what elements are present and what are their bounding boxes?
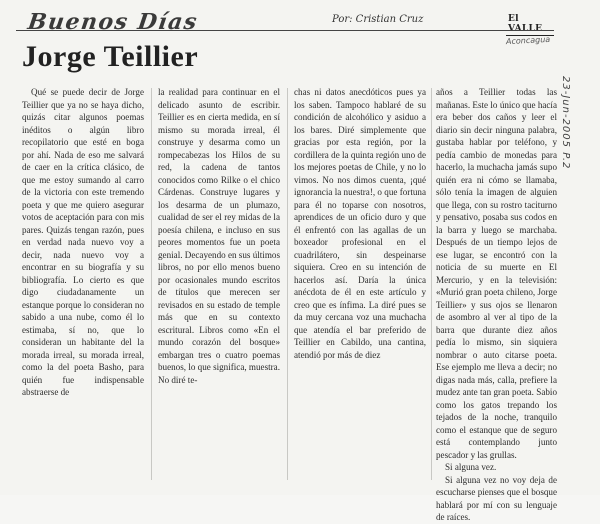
article-column-1 — [22, 86, 144, 399]
paragraph: años a Teillier todas las mañanas. Este lo único que hacía era beber dos caños y leer el diario sin decir ninguna palabra, gustaba hablar por teléfono, y pedía cambio de monedas para hacerlo, la muchacha jamás supo quién era ni cómo se llamaba, sólo tenía la imagen de alguien que llega, con su rostro taciturno y pensativo, posaba sus codos en la barra y luego se marchaba. Después de un tiempo lejos de ese lugar, se encontró con la noticia de su muerte en El Mercurio, y en la televisión: «Murió gran poeta chileno, Jorge Teillier» y sus ojos se llenaron de asombro al ver al tipo de la barra que durante diez años pedía lo mismo, sin siquiera nombrar o auto citarse poeta. Ese ejemplo me lleva a decir; no digas nada más, calla, prefiere la mudez ante tan gran poeta. Sabio como los gatos trepando los tejados de la noche, tranquilo como el estanque que de seguro está contemplando junto pescador y las grullas. — [436, 87, 557, 460]
handwritten-date-note: 23-Jun-2005 P.2 — [560, 76, 571, 170]
column-divider — [151, 88, 152, 480]
newspaper-masthead: El VALLE — [506, 14, 554, 36]
section-title: Buenos Días — [26, 9, 200, 35]
handwritten-place-note: Aconcagua — [505, 34, 551, 47]
column-divider — [287, 88, 288, 480]
article-column-2 — [158, 86, 280, 386]
paragraph: Qué se puede decir de Jorge Teillier que ya no se haya dicho, quizás citar algunos poemas inéditos o algún libro recopilatorio que esté en boga por ahí. Nada de eso me salvará de caer en la crítica clásico, de que me estoy sumando al carro de la victoria con este tremendo poeta y que me quiero asegurar votos de aceptación para con mis pares. Quizás tengan razón, pues en verdad nada nuevo voy a decir, nada nuevo voy a encontrar en su biografía y su bibliografía. Lo cierto es que digo ciudadanamente un estanque porque lo consideran no sabido a una nube, como él lo estimaba, sí no, que lo consideran un habitante del la morada irreal, su morada irreal, como la del poeta Basho, para quién fue indispensable abstraerse de — [22, 87, 144, 397]
paragraph: la realidad para continuar en el delicado asunto de escribir. Teillier es en cierta medida, en sí mismo su morada irreal, él construye y desarma como un rompecabezas los Hilos de su red, la cadena de tantos conocidos como Rilke o el chico Cárdenas. Construye lugares y los desarma de un plumazo, cualidad de ser el rey midas de la poesía chilena, e incluso en sus peores momentos fue un poeta genial. Decayendo en sus últimos libros, no por ello menos bueno por ocasionales mundo escritos de títulos que merecen ser revisados en su estado de temple más que en su contexto escritural. Libros como «En el mundo corazón del bosque» embargan tres o cuatro poemas buenos, lo que significa, muestra. No diré te- — [158, 87, 280, 385]
section-header — [6, 6, 554, 35]
poem-stanza: Si alguna vez no voy deja de escucharse pienses que el bosque hablará por mí con su lenguaje de raíces. — [436, 474, 557, 522]
article-column-4 — [436, 86, 557, 524]
article-body — [22, 86, 557, 522]
article-headline: Jorge Teillier — [22, 40, 199, 73]
poem-line: Si alguna vez. — [445, 462, 497, 472]
article-column-3 — [294, 86, 426, 361]
column-divider — [431, 88, 432, 480]
paragraph: chas ni datos anecdóticos pues ya los saben. Tampoco hablaré de su condición de alcohólico y asiduo a los bares. Diré simplemente que gracias por esta región, por la cordillera de la quinta región uno de los mejores poetas de Chile, y no lo vimos. No nos dimos cuenta, ¡qué ignorancia la nuestra!, o que fortuna para él no toparse con nosotros, aprendices de un oficio duro y que él enfrentó con las agallas de un boxeador profesional en el cuadrilátero, sin despeinarse siquiera. Creo en su intención de hacerlos así. Daría la única anécdota de él en este artículo y creo que es ínfima. La diré pues se da muy cercana voz una muchacha que atendía el bar preferido de Teillier en Cabildo, una cantina, atendió por más de diez — [294, 87, 426, 360]
header-divider — [16, 30, 554, 31]
author-byline: Por: Cristian Cruz — [332, 14, 424, 25]
